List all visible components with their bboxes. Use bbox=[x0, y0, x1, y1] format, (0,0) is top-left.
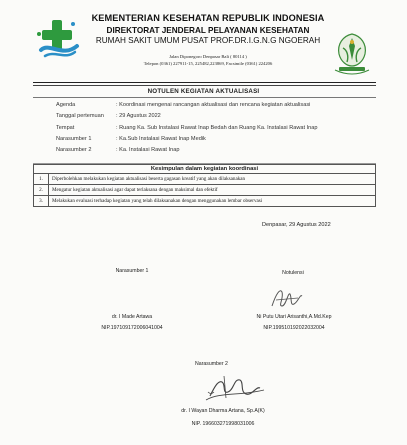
conclusion-header-row bbox=[34, 165, 376, 174]
letterhead-divider-thick bbox=[33, 82, 376, 83]
table-row bbox=[34, 174, 376, 185]
place-date: Denpasar, 29 Agustus 2022 bbox=[262, 222, 331, 228]
signer-right-nip: NIP.199510192022032004 bbox=[263, 325, 325, 331]
letterhead-contact: Telepon (0361) 227911-15, 225482,223869, Facsimile (0361) 224206 bbox=[143, 61, 273, 66]
signer-center-nip: NIP. 196603271998031006 bbox=[191, 421, 255, 427]
conclusion-table bbox=[33, 164, 376, 207]
signer-right-name: Ni Putu Utari Arisanthi,A.Md.Kep bbox=[256, 314, 332, 320]
rsup-emblem-logo bbox=[331, 30, 373, 76]
letterhead bbox=[88, 13, 328, 66]
row-number: 2. bbox=[34, 185, 49, 196]
signer-left-role: Narasumber 1 bbox=[115, 268, 149, 274]
signer-left-nip: NIP.197109172006041004 bbox=[101, 325, 163, 331]
letterhead-divider-thin bbox=[33, 85, 376, 86]
letterhead-directorate: DIREKTORAT JENDERAL PELAYANAN KESEHATAN bbox=[106, 26, 310, 35]
signer-left-name: dr. I Made Artawa bbox=[111, 314, 153, 320]
kemenkes-logo bbox=[33, 12, 85, 64]
row-text: Diperbolehkan melakukan kegiatan aktualisasi beserta gagasan kreatif yang akan dilaksanakan bbox=[49, 174, 376, 185]
info-value: : Koordinasi mengenai rancangan aktualisasi dan rencana kegiatan aktualisasi bbox=[116, 102, 311, 108]
signature-center-scribble bbox=[200, 370, 270, 409]
info-value: : Ruang Ka. Sub Instalasi Rawat Inap Bedah dan Ruang Ka. Instalasi Rawat Inap bbox=[116, 124, 318, 131]
title-divider bbox=[33, 97, 376, 98]
info-label: Narasumber 2 bbox=[56, 147, 92, 154]
letterhead-hospital: RUMAH SAKIT UMUM PUSAT PROF.DR.I.G.N.G NGOERAH bbox=[95, 36, 321, 45]
info-label: Tempat bbox=[56, 124, 75, 131]
row-number: 1. bbox=[34, 174, 49, 185]
info-value: : Ka.Sub Instalasi Rawat Inap Medik bbox=[116, 135, 206, 142]
info-value: : 29 Agustus 2022 bbox=[116, 113, 161, 120]
signer-center-name: dr. I Wayan Dharma Artana, Sp.A(K) bbox=[181, 408, 265, 414]
letterhead-ministry: KEMENTERIAN KESEHATAN REPUBLIK INDONESIA bbox=[91, 13, 325, 23]
document-title: NOTULEN KEGIATAN AKTUALISASI bbox=[147, 88, 260, 95]
signature-right-scribble bbox=[268, 284, 308, 317]
info-label: Tanggal pertemuan bbox=[56, 113, 104, 120]
row-number: 3. bbox=[34, 196, 49, 207]
signer-center-role: Narasumber 2 bbox=[195, 361, 228, 367]
table-row bbox=[34, 185, 376, 196]
conclusion-header: Kesimpulan dalam kegiatan koordinasi bbox=[34, 165, 376, 174]
row-text: Melakukan evaluasi terhadap kegiatan yang telah dilaksanakan dengan menggunakan lembar observasi bbox=[49, 196, 376, 207]
letterhead-address: Jalan Diponegoro Denpasar Bali ( 80114 ) bbox=[169, 54, 247, 59]
info-label: Narasumber 1 bbox=[56, 135, 92, 142]
info-value: : Ka. Instalasi Rawat Inap bbox=[116, 147, 180, 154]
info-label: Agenda bbox=[56, 102, 76, 108]
table-row bbox=[34, 196, 376, 207]
row-text: Mengatur kegiatan aktualisasi agar dapat terlaksana dengan maksimal dan efektif bbox=[49, 185, 376, 196]
signer-right-role: Notulensi bbox=[282, 270, 304, 276]
